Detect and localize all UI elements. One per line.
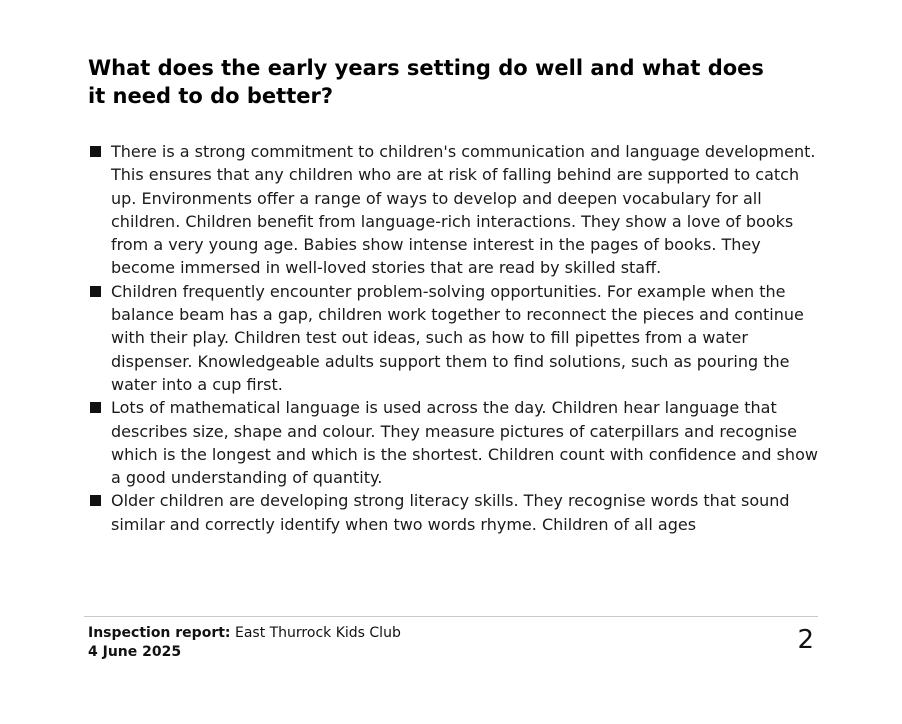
square-bullet-icon	[90, 286, 101, 297]
list-item	[88, 396, 828, 489]
list-item	[88, 489, 828, 536]
list-item	[88, 140, 828, 280]
bullet-list	[88, 140, 828, 536]
footer-report-label: Inspection report:	[88, 625, 231, 641]
bullet-text: Children frequently encounter problem-solving opportunities. For example when the balance beam has a gap, children work together to reconnect the pieces and continue with their play. Children test out ideas, such as how to fill pipettes from a water dispenser. Knowledgeable adults support them to find solutions, such as pouring the water into a cup first.	[111, 281, 804, 394]
square-bullet-icon	[90, 146, 101, 157]
footer-setting-name: East Thurrock Kids Club	[234, 625, 401, 641]
footer-date: 4 June 2025	[88, 644, 182, 660]
footer-divider	[84, 616, 818, 617]
bullet-text: There is a strong commitment to children's communication and language development. This ensures that any children who are at risk of falling behind are supported to catch up. Environments offer a range of ways to develop and deepen vocabulary for all children. Children benefit from language-rich interactions. They show a love of books from a very young age. Babies show intense interest in the pages of books. They become immersed in well-loved stories that are read by skilled staff.	[111, 142, 816, 278]
footer-report-line	[88, 624, 401, 643]
bullet-text: Lots of mathematical language is used across the day. Children hear language that describes size, shape and colour. They measure pictures of caterpillars and recognise which is the longest and which is the shortest. Children count with confidence and show a good understanding of quantity.	[111, 398, 818, 488]
footer-info	[88, 624, 401, 662]
page-number: 2	[797, 625, 814, 655]
section-heading: What does the early years setting do well and what does it need to do better?	[88, 56, 764, 108]
square-bullet-icon	[90, 495, 101, 506]
square-bullet-icon	[90, 402, 101, 413]
bullet-text: Older children are developing strong literacy skills. They recognise words that sound similar and correctly identify when two words rhyme. Children of all ages	[111, 491, 790, 534]
list-item	[88, 280, 828, 396]
